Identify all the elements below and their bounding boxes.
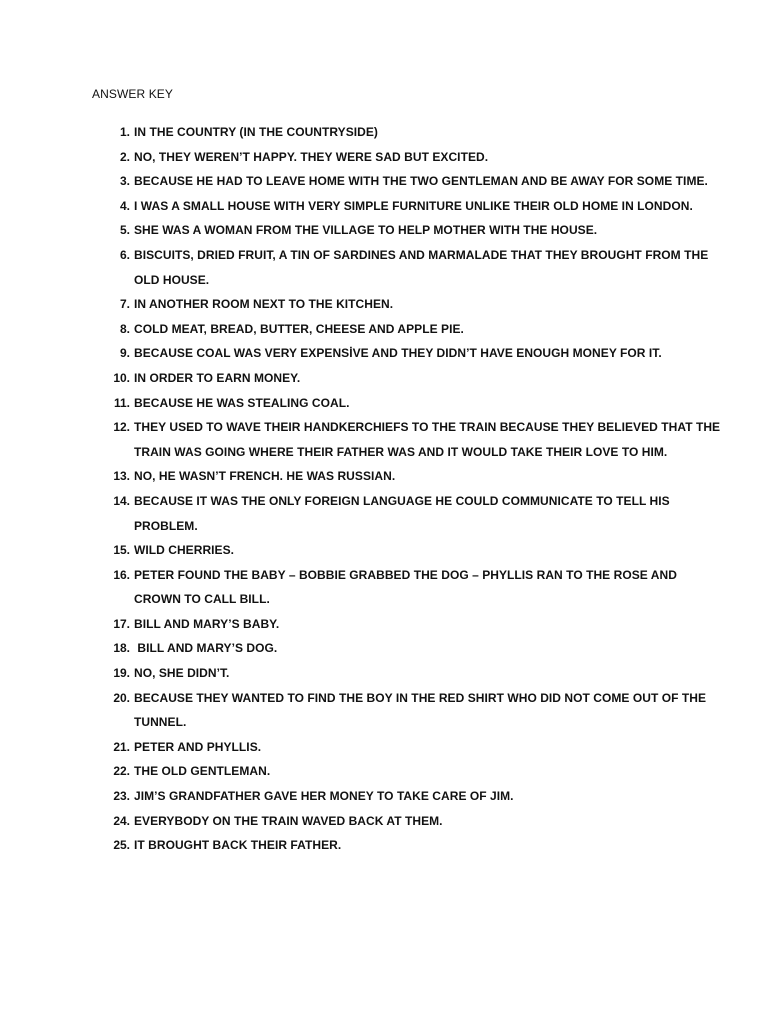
answer-item [0, 612, 768, 637]
answer-number: 4. [119, 198, 130, 213]
answer-item [0, 317, 768, 342]
answer-item [0, 538, 768, 563]
answer-text: I WAS A SMALL HOUSE WITH VERY SIMPLE FURNITURE UNLIKE THEIR OLD HOME IN LONDON. [134, 198, 693, 213]
answer-item [0, 809, 768, 834]
answer-item [0, 759, 768, 784]
answer-number: 1. [119, 125, 130, 139]
answer-item [0, 243, 768, 292]
answer-item [0, 415, 768, 464]
answer-item [0, 563, 768, 612]
answer-item [0, 735, 768, 760]
answer-text: WILD CHERRIES. [134, 543, 235, 558]
answer-item [0, 341, 768, 366]
answer-text: BECAUSE COAL WAS VERY EXPENSİVE AND THEY DIDN’T HAVE ENOUGH MONEY FOR IT. [134, 346, 662, 361]
answer-text: NO, SHE DIDN’T. [134, 666, 230, 681]
answer-text: NO, HE WASN’T FRENCH. HE WAS RUSSIAN. [134, 469, 396, 484]
answer-number: 15. [113, 543, 130, 558]
answer-number: 3. [119, 174, 130, 189]
answer-text: THE OLD GENTLEMAN. [134, 764, 271, 779]
answer-number: 20. [113, 690, 130, 705]
answer-item [0, 194, 768, 219]
answer-number: 12. [113, 420, 130, 435]
answer-text: IN THE COUNTRY (IN THE COUNTRYSIDE) [134, 125, 378, 139]
answer-number: 9. [119, 346, 130, 361]
answer-number: 19. [113, 666, 130, 681]
answer-text: IT BROUGHT BACK THEIR FATHER. [134, 838, 342, 853]
answer-number: 21. [113, 739, 130, 754]
answer-text: COLD MEAT, BREAD, BUTTER, CHEESE AND APPLE PIE. [134, 321, 464, 336]
answer-number: 14. [113, 493, 130, 508]
answer-text: IN ANOTHER ROOM NEXT TO THE KITCHEN. [134, 297, 394, 312]
answer-text: BECAUSE IT WAS THE ONLY FOREIGN LANGUAGE HE COULD COMMUNICATE TO TELL HIS PROBLEM. [134, 493, 674, 533]
answer-text: PETER FOUND THE BABY – BOBBIE GRABBED THE DOG – PHYLLIS RAN TO THE ROSE AND CROWN TO CALL BILL. [134, 567, 681, 607]
answer-number: 10. [113, 370, 130, 385]
answer-text: SHE WAS A WOMAN FROM THE VILLAGE TO HELP MOTHER WITH THE HOUSE. [134, 223, 598, 238]
answer-list [0, 120, 768, 858]
answer-item [0, 391, 768, 416]
answer-number: 17. [113, 616, 130, 631]
answer-number: 7. [119, 297, 130, 312]
answer-text: BECAUSE THEY WANTED TO FIND THE BOY IN THE RED SHIRT WHO DID NOT COME OUT OF THE TUNNEL. [134, 690, 710, 730]
answer-number: 8. [119, 321, 130, 336]
answer-number: 23. [113, 789, 130, 804]
answer-item [0, 145, 768, 170]
answer-text: BILL AND MARY’S BABY. [134, 616, 280, 631]
answer-item [0, 784, 768, 809]
answer-item [0, 120, 768, 145]
answer-text: BILL AND MARY’S DOG. [134, 641, 278, 656]
answer-text: EVERYBODY ON THE TRAIN WAVED BACK AT THEM. [134, 813, 443, 828]
answer-number: 2. [119, 149, 130, 164]
answer-text: PETER AND PHYLLIS. [134, 739, 262, 754]
answer-number: 24. [113, 813, 130, 828]
answer-item [0, 686, 768, 735]
answer-number: 13. [113, 469, 130, 484]
answer-number: 6. [119, 247, 130, 262]
answer-item [0, 489, 768, 538]
answer-text: NO, THEY WEREN’T HAPPY. THEY WERE SAD BUT EXCITED. [134, 149, 489, 164]
answer-item [0, 464, 768, 489]
answer-number: 5. [119, 223, 130, 238]
answer-item [0, 218, 768, 243]
answer-text: BECAUSE HE WAS STEALING COAL. [134, 395, 350, 410]
answer-item [0, 292, 768, 317]
answer-text: BISCUITS, DRIED FRUIT, A TIN OF SARDINES AND MARMALADE THAT THEY BROUGHT FROM THE OLD HOUSE. [134, 247, 712, 287]
answer-number: 18. [113, 641, 130, 656]
answer-text: BECAUSE HE HAD TO LEAVE HOME WITH THE TWO GENTLEMAN AND BE AWAY FOR SOME TIME. [134, 174, 708, 189]
document-title: ANSWER KEY [92, 87, 174, 101]
answer-item [0, 366, 768, 391]
answer-item [0, 169, 768, 194]
answer-number: 22. [113, 764, 130, 779]
answer-number: 25. [113, 838, 130, 853]
answer-item [0, 636, 768, 661]
answer-number: 11. [113, 395, 130, 410]
answer-number: 16. [113, 567, 130, 582]
answer-text: IN ORDER TO EARN MONEY. [134, 370, 301, 385]
answer-text: JIM’S GRANDFATHER GAVE HER MONEY TO TAKE CARE OF JIM. [134, 789, 514, 804]
answer-text: THEY USED TO WAVE THEIR HANDKERCHIEFS TO THE TRAIN BECAUSE THEY BELIEVED THAT THE TRAIN WAS GOING WHERE THEIR FATHER WAS AND IT WOULD TAKE THEIR LOVE TO HIM. [134, 420, 724, 459]
answer-item [0, 833, 768, 858]
answer-item [0, 661, 768, 686]
